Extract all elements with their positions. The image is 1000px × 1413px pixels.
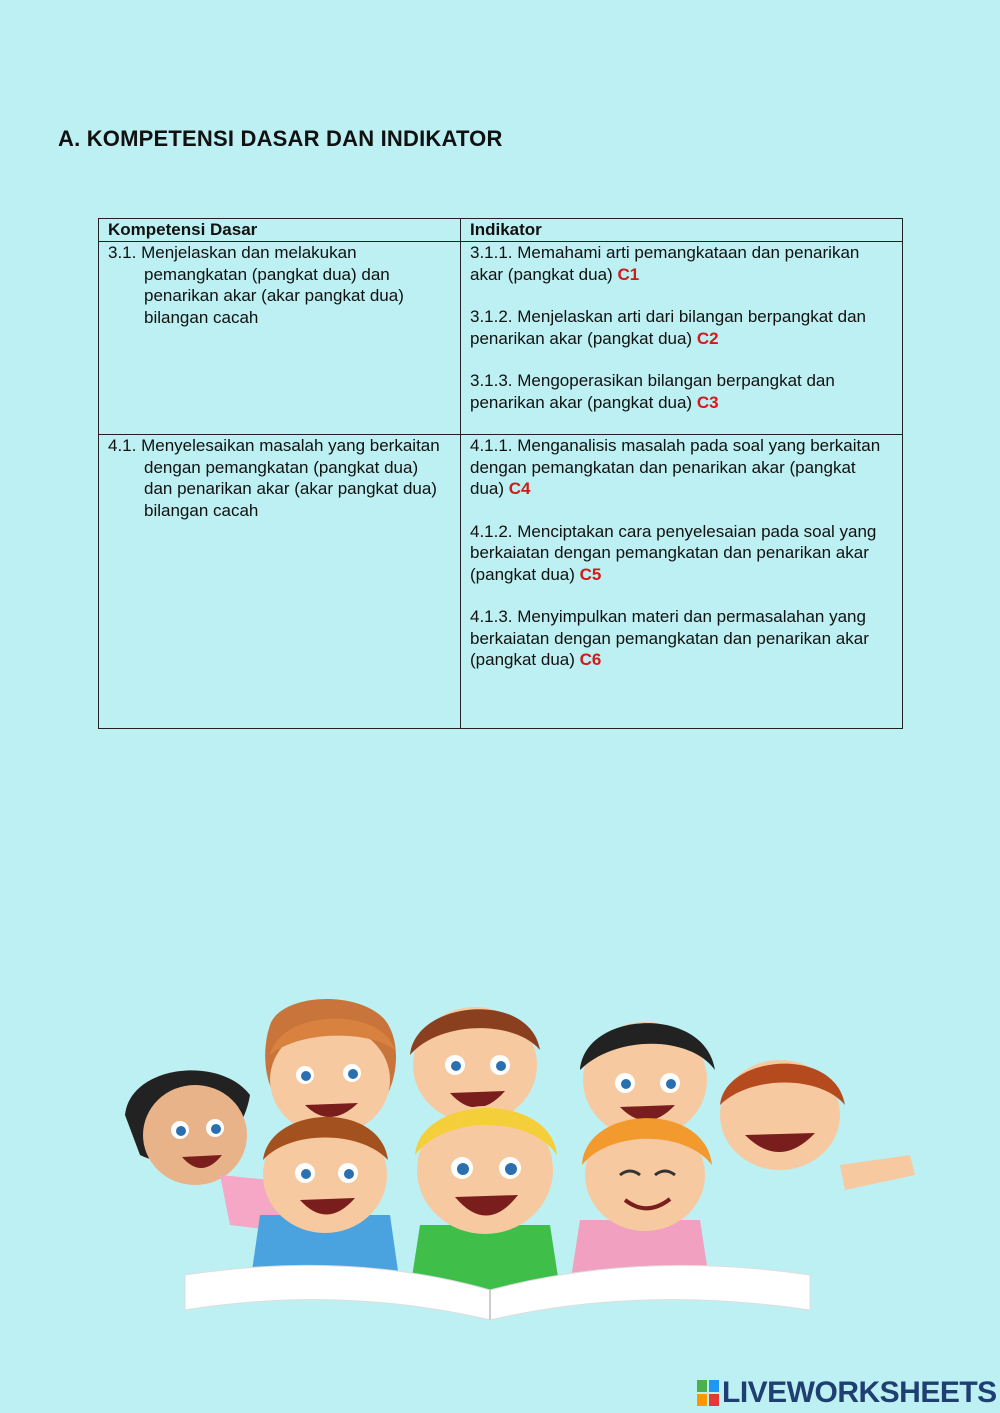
kd-cell (99, 242, 461, 435)
child-front-1 (250, 1117, 400, 1285)
cognitive-level-badge: C5 (579, 564, 602, 584)
brand-logo (697, 1376, 997, 1410)
indicator-item (470, 606, 893, 671)
kd-text: 3.1. Menjelaskan dan melakukan pemangkatan (pangkat dua) dan penarikan akar (akar pangkat dua) bilangan cacah (108, 243, 404, 327)
competency-table (98, 218, 903, 729)
section-title: A. KOMPETENSI DASAR DAN INDIKATOR (58, 126, 503, 151)
header-indikator: Indikator (461, 219, 903, 242)
indicator-item (470, 521, 893, 586)
cognitive-level-badge: C4 (508, 479, 531, 498)
child-back-4 (720, 1060, 915, 1190)
kd-cell (99, 435, 461, 729)
indicator-cell (461, 435, 903, 729)
indicator-text: 3.1.2. Menjelaskan arti dari bilangan berpangkat dan penarikan akar (pangkat dua) (470, 307, 866, 348)
table-header-row (99, 219, 903, 242)
indicator-item (470, 306, 893, 349)
indicator-text: 4.1.3. Menyimpulkan materi dan permasalahan yang berkaiatan dengan pemangkatan dan penarikan akar (pangkat dua) (470, 607, 869, 669)
child-front-3 (570, 1118, 712, 1285)
indicator-item (470, 242, 893, 285)
cognitive-level-badge: C3 (696, 392, 719, 412)
indicator-text: 3.1.3. Mengoperasikan bilangan berpangkat dan penarikan akar (pangkat dua) (470, 371, 835, 412)
cognitive-level-badge: C1 (617, 264, 640, 284)
cognitive-level-badge: C6 (579, 650, 602, 669)
indicator-item (470, 370, 893, 413)
indicator-text: 3.1.1. Memahami arti pemangkataan dan penarikan akar (pangkat dua) (470, 243, 860, 284)
indicator-text: 4.1.1. Menganalisis masalah pada soal yang berkaitan dengan pemangkatan dan penarikan akar (pangkat dua) (470, 436, 881, 498)
indicator-cell (461, 242, 903, 435)
cognitive-level-badge: C2 (696, 328, 719, 348)
kd-text: 4.1. Menyelesaikan masalah yang berkaitan dengan pemangkatan (pangkat dua) dan penarikan akar (akar pangkat dua) bilangan cacah (108, 436, 440, 520)
liveworksheets-logo-icon (697, 1380, 719, 1406)
indicator-item (470, 435, 893, 500)
table-row (99, 435, 903, 729)
children-reading-illustration (120, 985, 920, 1330)
child-back-1 (265, 999, 396, 1135)
header-kompetensi-dasar: Kompetensi Dasar (99, 219, 461, 242)
table-row (99, 242, 903, 435)
brand-name: LIVEWORKSHEETS (722, 1376, 997, 1409)
child-back-2 (410, 1007, 540, 1123)
child-front-2 (410, 1106, 560, 1290)
indicator-text: 4.1.2. Menciptakan cara penyelesaian pada soal yang berkaiatan dengan pemangkatan dan penarikan akar (pangkat dua) (470, 521, 877, 584)
